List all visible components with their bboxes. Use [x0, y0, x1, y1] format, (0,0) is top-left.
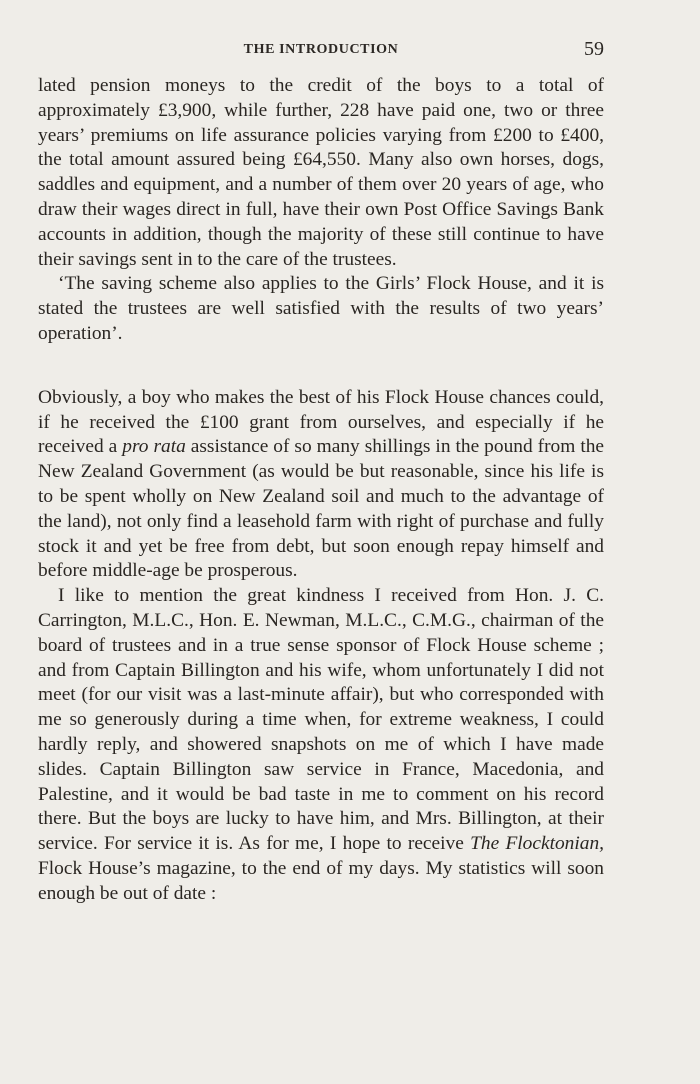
paragraph-kindness-text-2: Flock House’s magazine, to the end of my days. My statistics will soon enough be out of date :: [38, 857, 604, 904]
page-body: [38, 74, 604, 907]
paragraph-kindness: [38, 584, 604, 906]
running-title: THE INTRODUCTION: [243, 42, 399, 57]
italic-magazine-title: The Flocktonian,: [470, 833, 604, 855]
page-number: 59: [584, 38, 604, 60]
paragraph-quote-continuation: lated pension moneys to the credit of the boys to a total of approximately £3,900, while further, 228 have paid one, two or three years’ premiums on life assurance policies varying from £200 to £400, the total amount assured being £64,550. Many also own horses, dogs, saddles and equipment, and a number of them over 20 years of age, who draw their wages direct in full, have their own Post Office Savings Bank accounts in addition, though the majority of these still continue to have their savings sent in to the care of the trustees.: [38, 75, 604, 270]
paragraph-quote-end: ‘The saving scheme also applies to the Girls’ Flock House, and it is stated the trustees are well satisfied with the results of two years’ operation’.: [38, 273, 604, 344]
paragraph-kindness-text-1: I like to mention the great kindness I received from Hon. J. C. Carrington, M.L.C., Hon. E. Newman, M.L.C., C.M.G., chairman of the board of trustees and in a true sense sponsor of Flock House scheme ; and from Captain Billington and his wife, whom unfortunately I did not meet (for our visit was a last-minute affair), but who corresponded with me so generously during a time when, for extreme weakness, I could hardly reply, and showered snapshots on me of which I have made slides. Captain Billington saw service in France, Macedonia, and Palestine, and it would be bad taste in me to comment on his record there. But the boys are lucky to have him, and Mrs. Billington, at their service. For service it is. As for me, I hope to receive: [38, 585, 604, 855]
paragraph-obviously-text-2: assistance of so many shillings in the pound from the New Zealand Government (as would be but reasonable, since his life is to be spent wholly on New Zealand soil and much to the advantage of the land), not only find a leasehold farm with right of purchase and fully stock it and yet be free from debt, but soon enough repay himself and before middle-age be prosperous.: [38, 436, 605, 582]
italic-pro-rata: pro rata: [122, 436, 186, 458]
paragraph-obviously-text-1: Obviously, a boy who makes the best of his Flock House chances could, if he received the £100 grant from ourselves, and especially if he received a: [38, 386, 604, 458]
paragraph-obviously: [38, 386, 604, 584]
section-break: [38, 347, 604, 386]
page-header: [38, 38, 604, 64]
